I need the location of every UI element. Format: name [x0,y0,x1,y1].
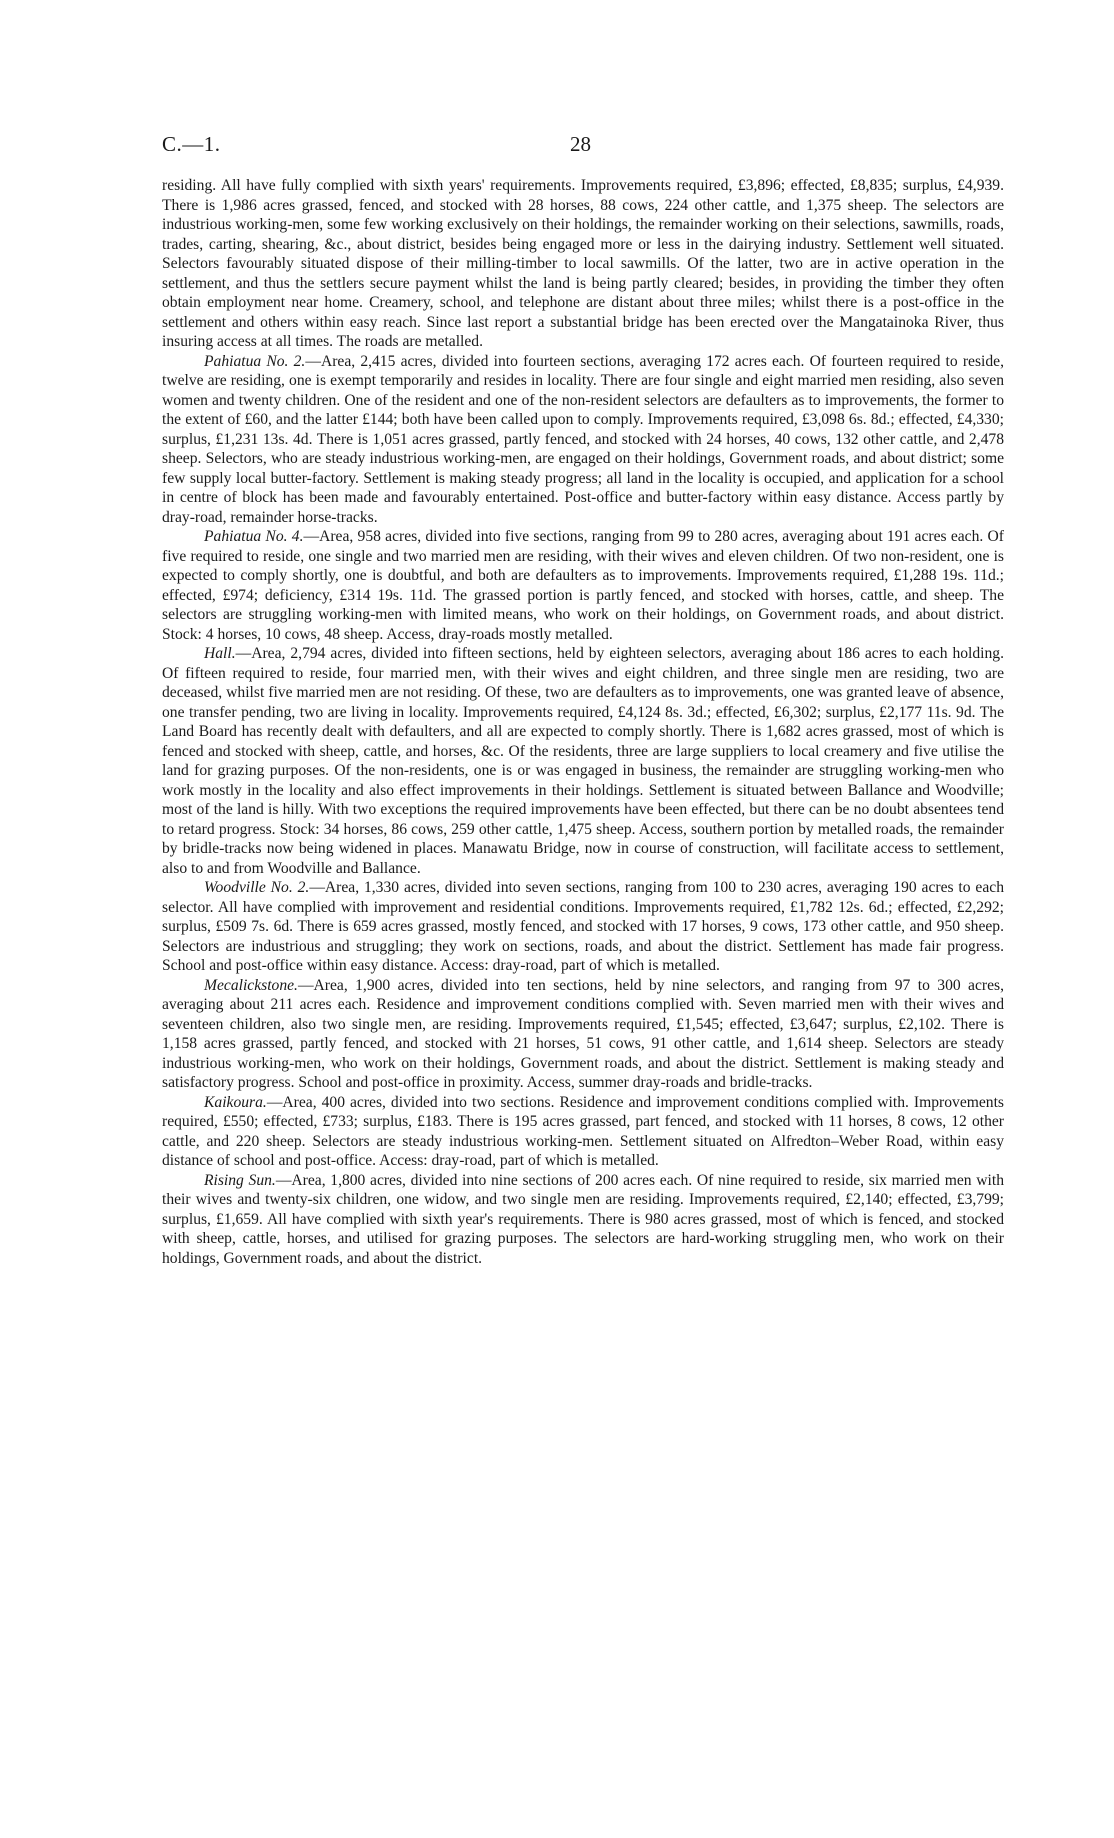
paragraph-hall [162,644,1004,878]
paragraph-text: —Area, 1,800 acres, divided into nine sections of 200 acres each. Of nine required to reside, six married men with their wives and twenty-six children, one widow, and two single men are residing. Improvements required, £2,140; effected, £3,799; surplus, £1,659. All have complied with sixth year's requirements. There is 980 acres grassed, most of which is fenced, and stocked with sheep, cattle, horses, and utilised for grazing purposes. The selectors are hard-working struggling men, who work on their holdings, Government roads, and about the district. [162,1171,1004,1267]
settlement-name: Hall. [204,645,236,662]
paragraph-text: —Area, 2,794 acres, divided into fifteen sections, held by eighteen selectors, averaging about 186 acres to each holding. Of fifteen required to reside, four married men, with their wives and eight children, and three single men are residing, two are deceased, whilst five married men are not residing. Of these, two are defaulters as to improvements, one was granted leave of absence, one transfer pending, two are living in locality. Improvements required, £4,124 8s. 3d.; effected, £6,302; surplus, £2,177 11s. 9d. The Land Board has recently dealt with defaulters, and all are expected to comply shortly. There is 1,682 acres grassed, most of which is fenced and stocked with sheep, cattle, and horses, &c. Of the residents, three are large suppliers to local creamery and five utilise the land for grazing purposes. Of the non-residents, one is or was engaged in business, the remainder are struggling working-men who work mostly in the locality and also effect improvements in their holdings. Settlement is situated between Ballance and Woodville; most of the land is hilly. With two exceptions the required improvements have been effected, but there can be no doubt absentees tend to retard progress. Stock: 34 horses, 86 cows, 259 other cattle, 1,475 sheep. Access, southern portion by metalled roads, the remainder by bridle-tracks now being widened in places. Manawatu Bridge, now in course of construction, will facilitate access to settlement, also to and from Woodville and Ballance. [162,645,1004,877]
paragraph-pahiatua-no-4 [162,527,1004,644]
settlement-name: Pahiatua No. 4. [204,528,304,545]
paragraph-text: —Area, 958 acres, divided into five sections, ranging from 99 to 280 acres, averaging about 191 acres each. Of five required to reside, one single and two married men are residing, with their wives and eleven children. Of two non-resident, one is expected to comply shortly, one is doubtful, and both are defaulters as to improvements. Improvements required, £1,288 19s. 11d.; effected, £974; deficiency, £314 19s. 11d. The grassed portion is partly fenced, and stocked with horses, cattle, and sheep. The selectors are struggling working-men with limited means, who work on their holdings, on Government roads, and about district. Stock: 4 horses, 10 cows, 48 sheep. Access, dray-roads mostly metalled. [162,528,1005,643]
paragraph-mecalickstone [162,976,1004,1093]
page-number: 28 [570,132,591,156]
paragraph-kaikoura [162,1093,1004,1171]
settlement-name: Rising Sun. [204,1171,276,1189]
settlement-name: Woodville No. 2. [204,879,310,896]
paragraph-text: —Area, 1,330 acres, divided into seven sections, ranging from 100 to 230 acres, averaging 190 acres to each selector. All have complied with improvement and residential conditions. Improvements required, £1,782 12s. 6d.; effected, £2,292; surplus, £509 7s. 6d. There is 659 acres grassed, mostly fenced, and stocked with 17 horses, 9 cows, 173 other cattle, and 950 sheep. Selectors are industrious and struggling; they work on sections, roads, and about the district. Settlement has made fair progress. School and post-office within easy distance. Access: dray-road, part of which is metalled. [162,879,1004,974]
paragraph-woodville-no-2 [162,878,1004,976]
settlement-name: Kaikoura. [204,1093,267,1111]
settlement-name: Pahiatua No. 2. [204,352,306,370]
paragraph-rising-sun [162,1171,1004,1269]
settlement-name: Mecalickstone. [204,976,298,994]
paragraph-text: —Area, 1,900 acres, divided into ten sections, held by nine selectors, and ranging from 97 to 300 acres, averaging about 211 acres each. Residence and improvement conditions complied with. Seven married men with their wives and seventeen children, also two single men, are residing. Improvements required, £1,545; effected, £3,647; surplus, £2,102. There is 1,158 acres grassed, partly fenced, and stocked with 21 horses, 51 cows, 91 other cattle, and 1,614 sheep. Selectors are steady industrious working-men, who work on their holdings, Government roads, and about the district. Settlement is making steady and satisfactory progress. School and post-office in proximity. Access, summer dray-roads and bridle-tracks. [162,976,1004,1091]
paragraph-continuation [162,176,1004,352]
paragraph-text: residing. All have fully complied with sixth years' requirements. Improvements required, £3,896; effected, £8,835; surplus, £4,939. There is 1,986 acres grassed, fenced, and stocked with 28 horses, 88 cows, 224 other cattle, and 1,375 sheep. The selectors are industrious working-men, some few working exclusively on their holdings, the remainder working on their selections, sawmills, roads, trades, carting, shearing, &c., about district, besides being engaged more or less in the dairying industry. Settlement well situated. Selectors favourably situated dispose of their milling-timber to local sawmills. Of the latter, two are in active operation in the settlement, and thus the settlers secure payment whilst the land is being partly cleared; besides, in providing the timber they often obtain employment near home. Creamery, school, and telephone are distant about three miles; whilst there is a post-office in the settlement and others within easy reach. Since last report a substantial bridge has been erected over the Mangatainoka River, thus insuring access at all times. The roads are metalled. [162,177,1004,350]
document-reference: C.—1. [162,132,221,156]
body-text [162,176,1004,1268]
paragraph-pahiatua-no-2 [162,352,1004,528]
paragraph-text: —Area, 400 acres, divided into two sections. Residence and improvement conditions complied with. Improvements required, £550; effected, £733; surplus, £183. There is 195 acres grassed, part fenced, and stocked with 11 horses, 8 cows, 12 other cattle, and 220 sheep. Selectors are steady industrious working-men. Settlement situated on Alfredton–Weber Road, within easy distance of school and post-office. Access: dray-road, part of which is metalled. [162,1093,1004,1169]
page-header [162,132,1004,162]
paragraph-text: —Area, 2,415 acres, divided into fourteen sections, averaging 172 acres each. Of fourteen required to reside, twelve are residing, one is exempt temporarily and resides in locality. There are four single and eight married men residing, also seven women and twenty children. One of the resident and one of the non-resident selectors are defaulters as to improvements, the former to the extent of £60, and the latter £144; both have been called upon to comply. Improvements required, £3,098 6s. 8d.; effected, £4,330; surplus, £1,231 13s. 4d. There is 1,051 acres grassed, partly fenced, and stocked with 24 horses, 40 cows, 132 other cattle, and 2,478 sheep. Selectors, who are steady industrious working-men, are engaged on their holdings, Government roads, and about district; some few supply local butter-factory. Settlement is making steady progress; all land in the locality is occupied, and application for a school in centre of block has been made and favourably entertained. Post-office and butter-factory within easy distance. Access partly by dray-road, remainder horse-tracks. [162,352,1004,526]
